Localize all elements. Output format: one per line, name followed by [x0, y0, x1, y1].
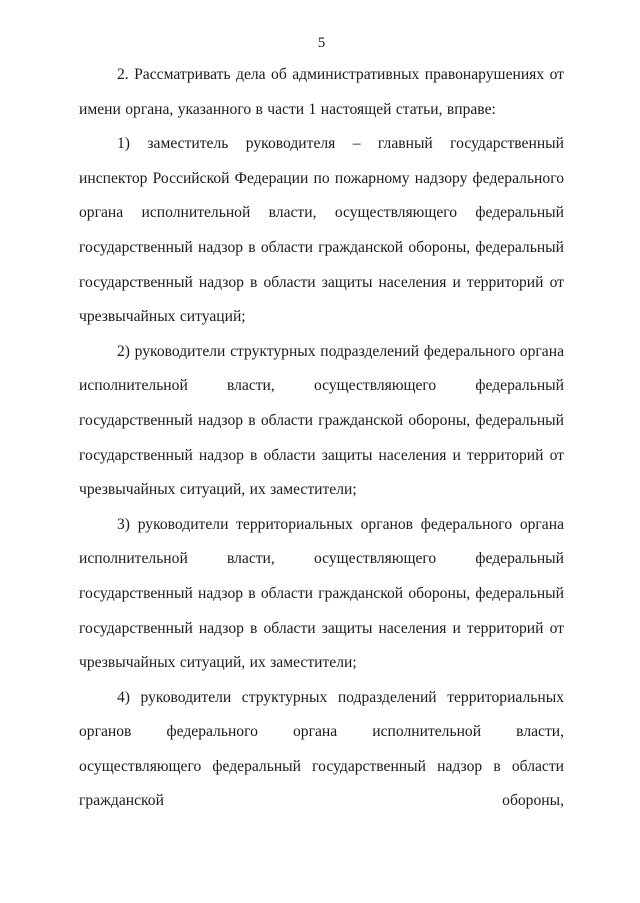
- paragraph-subitem-2: 2) руководители структурных подразделений федерального органа исполнительной власти, осуществляющего федеральный государственный надзор в области гражданской обороны, федеральный государственный надзор в области защиты населения и территорий от чрезвычайных ситуаций, их заместители;: [79, 342, 564, 499]
- document-body: [79, 58, 564, 819]
- page-number: 5: [317, 35, 326, 51]
- paragraph-subitem-1: 1) заместитель руководителя – главный государственный инспектор Российской Федерации по пожарному надзору федерального органа исполнительной власти, осуществляющего федеральный государственный надзор в области гражданской обороны, федеральный государственный надзор в области защиты населения и территорий от чрезвычайных ситуаций;: [79, 135, 564, 326]
- paragraph-subitem-3: 3) руководители территориальных органов федерального органа исполнительной власти, осуществляющего федеральный государственный надзор в области гражданской обороны, федеральный государственный надзор в области защиты населения и территорий от чрезвычайных ситуаций, их заместители;: [79, 515, 564, 672]
- paragraph-item-2: 2. Рассматривать дела об административных правонарушениях от имени органа, указанного в части 1 настоящей статьи, вправе:: [79, 66, 564, 118]
- paragraph-subitem-4: 4) руководители структурных подразделений территориальных органов федерального органа исполнительной власти, осуществляющего федеральный государственный надзор в области гражданской обороны,: [79, 688, 564, 810]
